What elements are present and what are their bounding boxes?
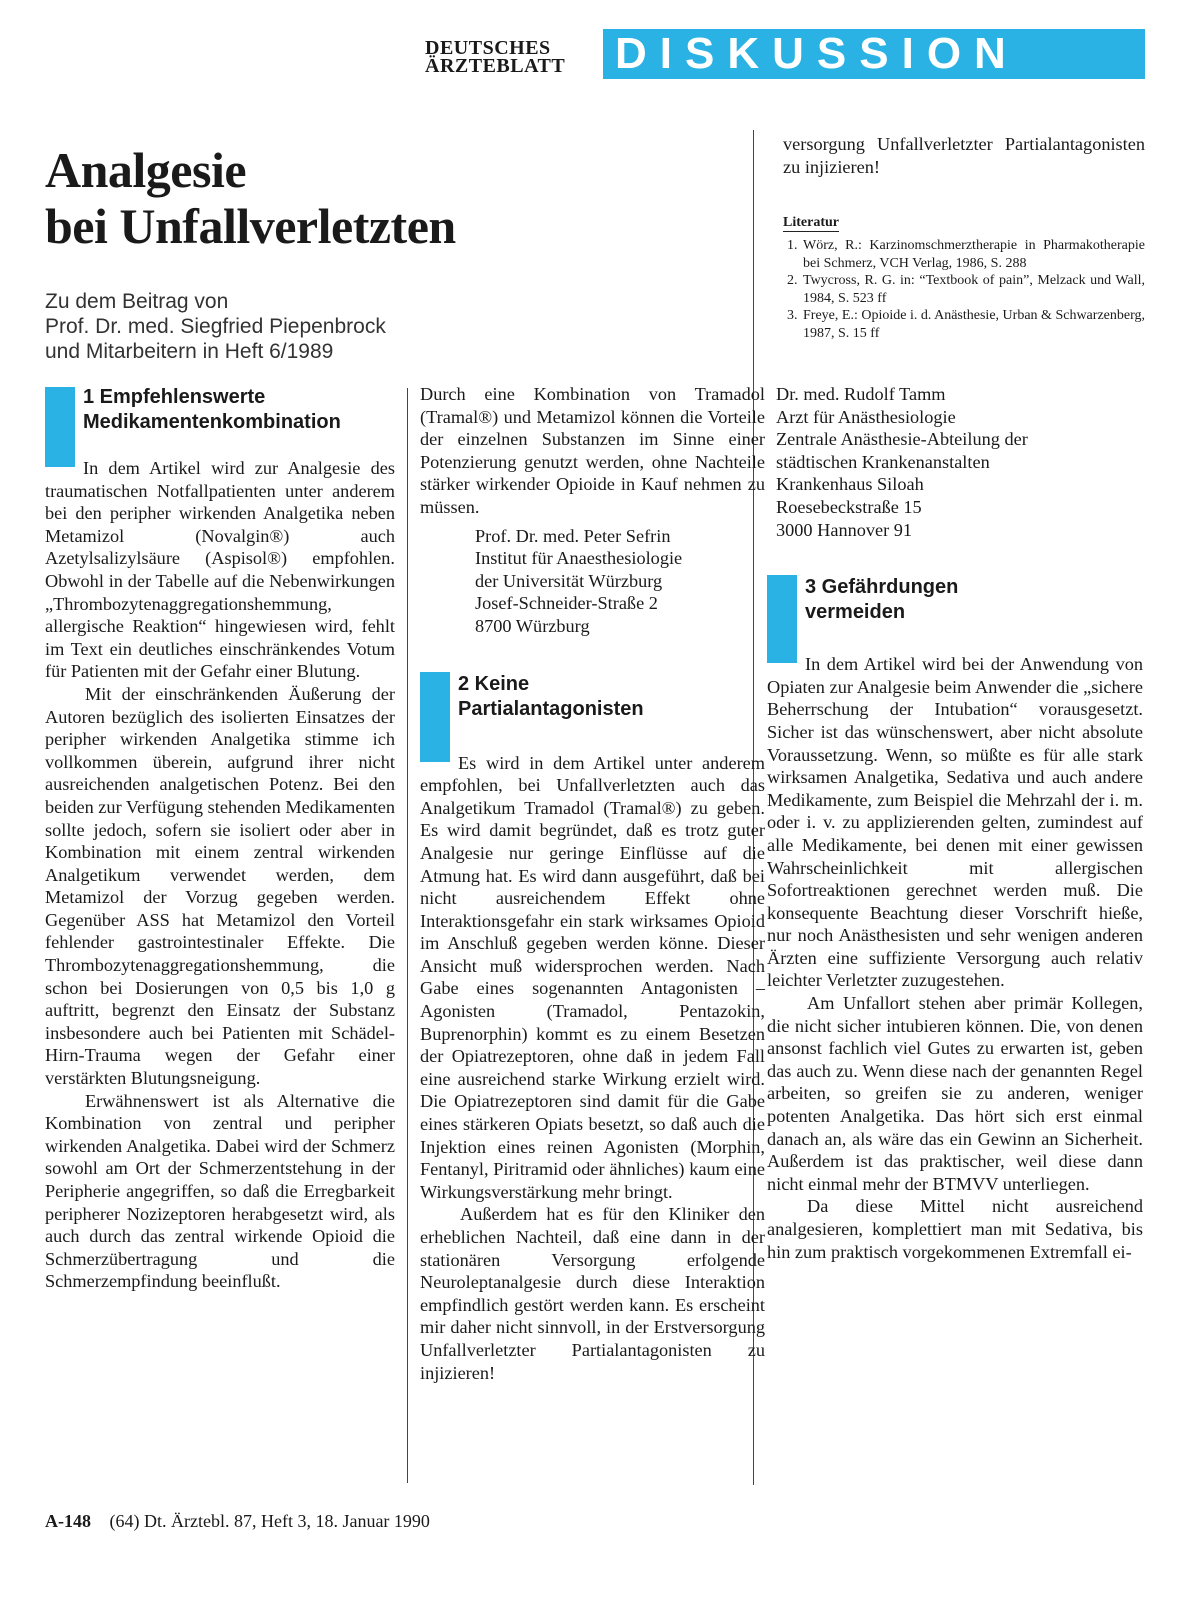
section-2-heading bbox=[458, 672, 644, 762]
author-1-line5: 8700 Würzburg bbox=[475, 615, 590, 636]
subtitle-line3: und Mitarbeitern in Heft 6/1989 bbox=[45, 340, 334, 363]
article-title-line1: Analgesie bbox=[45, 142, 247, 198]
column-3 bbox=[767, 383, 1143, 1263]
section-3-heading-line2: vermeiden bbox=[805, 601, 906, 624]
author-1-line4: Josef-Schneider-Straße 2 bbox=[475, 593, 658, 614]
column-1 bbox=[45, 385, 395, 1293]
section-3-marker bbox=[767, 575, 797, 663]
section-1-paragraph-1: In dem Artikel wird zur Analgesie des traumatischen Notfallpatienten unter anderem bei den peripher wirkenden Analgetika neben Metamizol (Novalgin®) auch Azetylsalizylsäure (Aspisol®) empfohlen. Obwohl in der Tabelle auf die Nebenwirkungen „Thrombozytenaggregationshemmung, allergische Reaktion“ hingewiesen wird, fehlt im Text ein deutliches einschränkendes Votum für Patienten mit der Gefahr einer Blutung. bbox=[45, 458, 395, 682]
section-1-author-block bbox=[475, 525, 765, 638]
section-banner-label: DISKUSSION bbox=[615, 29, 1019, 78]
author-2-line6: Roesebeckstraße 15 bbox=[776, 496, 922, 517]
section-3-header bbox=[767, 575, 1143, 663]
section-3-heading-line1: 3 Gefährdungen bbox=[805, 576, 959, 599]
literature-item: 2. Twycross, R. G. in: “Textbook of pain”, Melzack und Wall, 1984, S. 523 ff bbox=[801, 272, 1145, 307]
journal-masthead bbox=[425, 38, 595, 84]
section-2-heading-line1: 2 Keine bbox=[458, 672, 530, 695]
subtitle-line1: Zu dem Beitrag von bbox=[45, 290, 229, 313]
masthead-line1: DEUTSCHES bbox=[425, 37, 551, 59]
author-2-line3: Zentrale Anästhesie-Abteilung der bbox=[776, 429, 1028, 450]
author-2-line5: Krankenhaus Siloah bbox=[776, 474, 924, 495]
page-number: A-148 bbox=[45, 1511, 91, 1531]
article-subtitle bbox=[45, 289, 475, 364]
author-1-line2: Institut für Anaesthesiologie bbox=[475, 548, 683, 569]
page-footer bbox=[45, 1510, 430, 1532]
section-1-paragraph-2: Mit der einschränkenden Äußerung der Autoren bezüglich des isolierten Einsatzes der peripher wirkenden Analgetika stimme ich vollkommen überein, aufgrund ihrer nicht ausreichenden analgetischen Potenz. Bei den beiden zur Verfügung stehenden Medikamenten sollte jedoch, sofern sie isoliert oder aber in Kombination mit einem zentral wirkenden Analgetikum verwendet werden, dem Metamizol der Vorzug gegeben werden. Gegenüber ASS hat Metamizol den Vorteil fehlender gastrointestinaler Effekte. Die Thrombozytenaggregationshemmung, die schon bei Dosierungen von 0,5 bis 1,0 g auftritt, begrenzt den Einsatz der Substanz insbesondere auch bei Patienten mit Schädel-Hirn-Trauma wegen der Gefahr einer verstärkten Blutungsneigung. bbox=[45, 683, 395, 1089]
section-2-header bbox=[420, 672, 765, 762]
section-1-continuation: Durch eine Kombination von Tramadol (Tramal®) und Metamizol können die Vorteile der einzelnen Substanzen im Sinne einer Potenzierung genutzt werden, ohne Nachteile stärker wirkender Opioide in Kauf nehmen zu müssen. bbox=[420, 384, 765, 517]
column-divider-1 bbox=[407, 388, 408, 1483]
literature-item: 3. Freye, E.: Opioide i. d. Anästhesie, Urban & Schwarzenberg, 1987, S. 15 ff bbox=[801, 307, 1145, 342]
column-2 bbox=[420, 383, 765, 1383]
section-2-marker bbox=[420, 672, 450, 762]
section-3-paragraph-1: In dem Artikel wird bei der Anwendung von Opiaten zur Analgesie beim Anwender die „sichere Beherrschung der Intubation“ vorausgesetzt. Sicher ist das wünschenswert, aber nicht absolute Voraussetzung. Wenn, so müßte es für alle stark wirksamen Analgetika, Sedativa und auch andere Medikamente, zum Beispiel die Mehrzahl der i. m. oder i. v. zu applizierenden gelten, zumindest auf alle Medikamente, bei denen mit einer gewissen Wahrscheinlichkeit mit allergischen Sofortreaktionen gerechnet werden muß. Die konsequente Beachtung dieser Vorschrift hieße, nur noch Anästhesisten und sehr wenigen anderen Ärzten eine suffiziente Versorgung auch relativ leichter Verletzter zuzugestehen. bbox=[767, 654, 1143, 991]
masthead-line2: ÄRZTEBLATT bbox=[425, 55, 566, 77]
author-2-name: Dr. med. Rudolf Tamm bbox=[776, 384, 946, 404]
author-2-line2: Arzt für Anästhesiologie bbox=[776, 406, 956, 427]
author-1-name: Prof. Dr. med. Peter Sefrin bbox=[475, 525, 671, 546]
section-1-header bbox=[45, 385, 395, 467]
section-3-paragraph-2: Am Unfallort stehen aber primär Kollegen, die nicht sicher intubieren können. Die, von denen ansonst fachlich viel Gutes zu erwarten ist, geben das auch zu. Wenn diese nach der genannten Regel arbeiten, so greifen sie zu anderen, weniger potenten Analgetika. Das hört sich erst einmal danach an, als wäre das ein Gewinn an Sicherheit. Außerdem ist das praktischer, weil diese dann nicht einmal mehr der BTMVV unterliegen. bbox=[767, 993, 1143, 1194]
literature-heading: Literatur bbox=[783, 215, 839, 230]
section-3-paragraph-3: Da diese Mittel nicht ausreichend analgesieren, komplettiert man mit Sedativa, bis hin zum praktisch vorgekommenen Extremfall ei- bbox=[767, 1196, 1143, 1262]
section-3-heading bbox=[805, 575, 958, 663]
section-1-heading: 1 Empfehlenswerte Medikamentenkombination bbox=[83, 386, 341, 433]
citation-line: (64) Dt. Ärztebl. 87, Heft 3, 18. Januar 1990 bbox=[109, 1511, 430, 1531]
literature-item: 1. Wörz, R.: Karzinomschmerztherapie in Pharmakotherapie bei Schmerz, VCH Verlag, 1986, S. 288 bbox=[801, 237, 1145, 272]
section-2-paragraph-2: Außerdem hat es für den Kliniker den erheblichen Nachteil, daß eine dann in der stationären Versorgung erfolgende Neuroleptanalgesie durch diese Interaktion empfindlich gestört werden kann. Es erscheint mir daher nicht sinnvoll, in der Erstversorgung Unfallverletzter Partialantagonisten zu injizieren! bbox=[420, 1204, 765, 1383]
section-2-author-block bbox=[776, 383, 1143, 541]
section-banner bbox=[603, 29, 1145, 79]
article-title bbox=[45, 142, 695, 254]
literature-block bbox=[783, 214, 1145, 342]
author-2-line7: 3000 Hannover 91 bbox=[776, 519, 913, 540]
literature-list bbox=[783, 237, 1145, 342]
section-1-marker bbox=[45, 387, 75, 467]
author-2-line4: städtischen Krankenanstalten bbox=[776, 451, 990, 472]
section-1-paragraph-3: Erwähnenswert ist als Alternative die Kombination von zentral und peripher wirkenden Analgetika. Dabei wird der Schmerz sowohl am Ort der Schmerzentstehung in der Peripherie angegriffen, so daß die Erregbarkeit peripherer Nozizeptoren herabgesetzt wird, als auch durch das zentral wirkende Opioid die Schmerzübertragung und die Schmerzempfindung beeinflußt. bbox=[45, 1090, 395, 1292]
section-2-heading-line2: Partialantagonisten bbox=[458, 697, 644, 720]
subtitle-line2: Prof. Dr. med. Siegfried Piepenbrock bbox=[45, 315, 386, 338]
section-3-body bbox=[767, 653, 1143, 1263]
section-2-paragraph-1: Es wird in dem Artikel unter anderem empfohlen, bei Unfallverletzten auch das Analgetikum Tramadol (Tramal®) zu geben. Es wird damit begründet, daß es trotz guter Analgesie nur geringe Einflüsse auf die Atmung hat. Es wird dann ausgeführt, daß bei nicht ausreichendem Effekt ohne Interaktionsgefahr ein stark wirksames Opioid im Anschluß gegeben werden könne. Dieser Ansicht muß widersprochen werden. Nach Gabe eines sogenannten Antagonisten – Agonisten (Tramadol, Pentazokin, Buprenorphin) kommt es zu einem Besetzen der Opiatrezeptoren, ohne daß in jedem Fall eine ausreichend starke Wirkung erzielt wird. Die Opiatrezeptoren sind damit für die Gabe eines stärkeren Opiats besetzt, so daß auch die Injektion eines reinen Agonisten (Morphin, Fentanyl, Piritramid oder ähnliches) kaum eine Wirkungsverstärkung mehr bringt. bbox=[420, 752, 765, 1202]
section-2-paragraph-2-tail: versorgung Unfallverletzter Partialantagonisten zu injizieren! bbox=[783, 134, 1145, 177]
article-title-line2: bei Unfallverletzten bbox=[45, 198, 456, 254]
author-1-line3: der Universität Würzburg bbox=[475, 570, 663, 591]
column-3-top bbox=[783, 133, 1145, 178]
